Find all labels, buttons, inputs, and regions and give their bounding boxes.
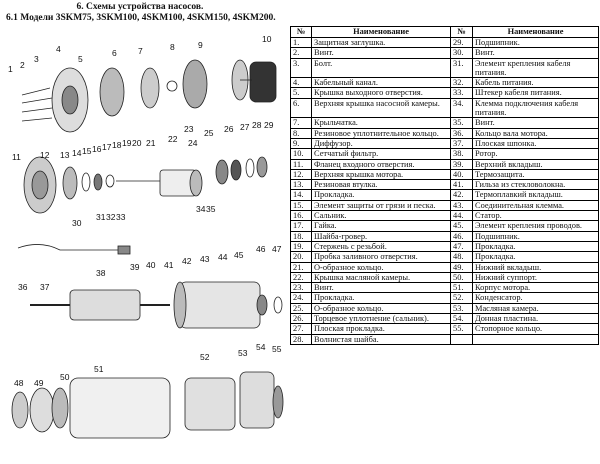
callout-5: 5 xyxy=(78,54,83,64)
part-name: Резиновое уплотнительное кольцо. xyxy=(312,128,451,138)
part-number: 43. xyxy=(451,200,473,210)
part-name: Волнистая шайба. xyxy=(312,334,451,344)
part-number: 8. xyxy=(291,128,312,138)
part-name: Винт. xyxy=(473,118,599,128)
diffuser xyxy=(183,60,207,108)
part-name: Гайка. xyxy=(312,221,451,231)
part-number: 37. xyxy=(451,138,473,148)
callout-53: 53 xyxy=(238,348,248,358)
callout-30: 30 xyxy=(72,218,82,228)
callout-11: 11 xyxy=(12,152,21,162)
callout-45: 45 xyxy=(234,250,244,260)
callout-7: 7 xyxy=(138,46,143,56)
callout-27: 27 xyxy=(240,122,250,132)
part-name: Стержень с резьбой. xyxy=(312,241,451,251)
table-row xyxy=(291,314,599,324)
callout-28: 28 xyxy=(252,120,262,130)
part-name: Нижний вкладыш. xyxy=(473,262,599,272)
part-number: 15. xyxy=(291,200,312,210)
callout-39: 39 xyxy=(130,262,140,272)
table-row xyxy=(291,149,599,159)
part-name: Сетчатый фильтр. xyxy=(312,149,451,159)
callout-3: 3 xyxy=(34,54,39,64)
part-number: 50. xyxy=(451,272,473,282)
part-name: Соединительная клемма. xyxy=(473,200,599,210)
callout-55: 55 xyxy=(272,344,282,354)
header-name-2: Наименование xyxy=(473,27,599,38)
part-number: 12. xyxy=(291,169,312,179)
table-row xyxy=(291,283,599,293)
part-name: Подшипник. xyxy=(473,231,599,241)
part-name: Верхний вкладыш. xyxy=(473,159,599,169)
callout-23: 23 xyxy=(184,124,194,134)
table-row xyxy=(291,262,599,272)
part-name: Плоская прокладка. xyxy=(312,324,451,334)
part-name: Прокладка. xyxy=(312,293,451,303)
part-name: Крыльчатка. xyxy=(312,118,451,128)
table-row xyxy=(291,241,599,251)
part-number: 18. xyxy=(291,231,312,241)
table-row xyxy=(291,272,599,282)
part-number: 20. xyxy=(291,252,312,262)
part-number: 4. xyxy=(291,78,312,88)
part-name: Гильза из стекловолокна. xyxy=(473,180,599,190)
callout-26: 26 xyxy=(224,124,234,134)
part-name: Элемент крепления кабеля питания. xyxy=(473,58,599,78)
part-name: Защитная заглушка. xyxy=(312,38,451,48)
table-row xyxy=(291,48,599,58)
section-title: 6. Схемы устройства насосов. xyxy=(76,2,204,12)
callout-10: 10 xyxy=(262,34,272,44)
callout-51: 51 xyxy=(94,364,104,374)
part-number: 53. xyxy=(451,303,473,313)
table-row xyxy=(291,118,599,128)
part-number: 17. xyxy=(291,221,312,231)
table-row xyxy=(291,98,599,118)
part-name: Шайба-гровер. xyxy=(312,231,451,241)
part-name: Кабель питания. xyxy=(473,78,599,88)
part-number: 24. xyxy=(291,293,312,303)
callout-44: 44 xyxy=(218,252,228,262)
part-number: 5. xyxy=(291,88,312,98)
callout-32: 32 xyxy=(106,212,116,222)
part-name: Термозащита. xyxy=(473,169,599,179)
part-number: 28. xyxy=(291,334,312,344)
oil-chamber xyxy=(240,372,274,428)
callout-34: 34 xyxy=(196,204,206,214)
part-name: Клемма подключения кабеля питания. xyxy=(473,98,599,118)
part-name: Винт. xyxy=(473,48,599,58)
motor-housing xyxy=(70,378,170,438)
diagram-parts xyxy=(12,60,283,438)
callout-36: 36 xyxy=(18,282,28,292)
callout-50: 50 xyxy=(60,372,70,382)
part-number: 7. xyxy=(291,118,312,128)
callout-13: 13 xyxy=(60,150,70,160)
callout-25: 25 xyxy=(204,128,214,138)
part-name: Верхняя крышка мотора. xyxy=(312,169,451,179)
part-name: Термоплавкий вкладыш. xyxy=(473,190,599,200)
part-number: 21. xyxy=(291,262,312,272)
part-number: 22. xyxy=(291,272,312,282)
header-num-2: № xyxy=(451,27,473,38)
part-name: Донная пластина. xyxy=(473,314,599,324)
table-row xyxy=(291,138,599,148)
part-name: О-образное кольцо. xyxy=(312,262,451,272)
part-number: 13. xyxy=(291,180,312,190)
callout-9: 9 xyxy=(198,40,203,50)
table-row xyxy=(291,211,599,221)
callout-17: 17 xyxy=(102,142,112,152)
table-row xyxy=(291,159,599,169)
callout-29: 29 xyxy=(264,120,274,130)
part-name: Элемент защиты от грязи и песка. xyxy=(312,200,451,210)
table-row xyxy=(291,128,599,138)
part-number: 49. xyxy=(451,262,473,272)
header-name: Наименование xyxy=(312,27,451,38)
part-number: 34. xyxy=(451,98,473,118)
part-number: 33. xyxy=(451,88,473,98)
part-name: Кольцо вала мотора. xyxy=(473,128,599,138)
part-name: Статор. xyxy=(473,211,599,221)
bolts-group xyxy=(22,88,52,121)
part-number: 36. xyxy=(451,128,473,138)
callout-31: 31 xyxy=(96,212,106,222)
part-name: Резиновая втулка. xyxy=(312,180,451,190)
part-number: 9. xyxy=(291,138,312,148)
part-number: 10. xyxy=(291,149,312,159)
part-number: 44. xyxy=(451,211,473,221)
part-name: Фланец входного отверстия. xyxy=(312,159,451,169)
power-cable xyxy=(18,244,120,250)
part-name: Плоская шпонка. xyxy=(473,138,599,148)
callout-52: 52 xyxy=(200,352,210,362)
part-name: Винт. xyxy=(312,283,451,293)
part-number: 30. xyxy=(451,48,473,58)
callout-33: 33 xyxy=(116,212,126,222)
callout-2: 2 xyxy=(20,60,25,70)
table-row xyxy=(291,303,599,313)
part-name: Конденсатор. xyxy=(473,293,599,303)
part-number: 54. xyxy=(451,314,473,324)
part-number: 39. xyxy=(451,159,473,169)
table-row xyxy=(291,324,599,334)
part-name: Подшипник. xyxy=(473,38,599,48)
part-name: Крышка выходного отверстия. xyxy=(312,88,451,98)
table-row xyxy=(291,169,599,179)
capacitor xyxy=(185,378,235,430)
callout-42: 42 xyxy=(182,256,192,266)
callout-12: 12 xyxy=(40,150,50,160)
parts-table-body xyxy=(291,38,599,345)
callout-35: 35 xyxy=(206,204,216,214)
callout-4: 4 xyxy=(56,44,61,54)
part-name: Сальник. xyxy=(312,211,451,221)
part-number: 1. xyxy=(291,38,312,48)
part-name: Штекер кабеля питания. xyxy=(473,88,599,98)
part-number: 46. xyxy=(451,231,473,241)
table-row xyxy=(291,78,599,88)
part-number: 23. xyxy=(291,283,312,293)
part-number: 19. xyxy=(291,241,312,251)
impeller xyxy=(141,68,159,108)
part-name: Нижний суппорт. xyxy=(473,272,599,282)
header-num: № xyxy=(291,27,312,38)
callout-6: 6 xyxy=(112,48,117,58)
part-name: Стопорное кольцо. xyxy=(473,324,599,334)
callout-19: 19 xyxy=(122,138,132,148)
table-row xyxy=(291,180,599,190)
exploded-pump-diagram xyxy=(0,26,290,464)
callout-41: 41 xyxy=(164,260,174,270)
part-number: 52. xyxy=(451,293,473,303)
rotor xyxy=(70,290,140,320)
part-number xyxy=(451,334,473,344)
callout-54: 54 xyxy=(256,342,266,352)
callout-20: 20 xyxy=(132,138,142,148)
part-number: 38. xyxy=(451,149,473,159)
table-row xyxy=(291,293,599,303)
part-number: 35. xyxy=(451,118,473,128)
mesh-filter xyxy=(250,62,276,102)
table-row xyxy=(291,200,599,210)
models-subtitle: 6.1 Модели 3SKM75, 3SKM100, 4SKM100, 4SKM150, 4SKM200. xyxy=(6,13,276,23)
part-number: 55. xyxy=(451,324,473,334)
callout-18: 18 xyxy=(112,140,122,150)
part-name: О-образное кольцо. xyxy=(312,303,451,313)
part-name: Прокладка. xyxy=(473,252,599,262)
parts-table xyxy=(290,26,599,345)
table-header xyxy=(291,27,599,38)
part-name: Винт. xyxy=(312,48,451,58)
pump-chamber-cover xyxy=(100,68,124,116)
part-number: 42. xyxy=(451,190,473,200)
part-name: Торцевое уплотнение (сальник). xyxy=(312,314,451,324)
table-row xyxy=(291,221,599,231)
part-name: Ротор. xyxy=(473,149,599,159)
part-name: Масляная камера. xyxy=(473,303,599,313)
callout-1: 1 xyxy=(8,64,13,74)
part-number: 51. xyxy=(451,283,473,293)
stator xyxy=(180,282,260,328)
table-row xyxy=(291,58,599,78)
table-row xyxy=(291,88,599,98)
part-number: 27. xyxy=(291,324,312,334)
part-number: 40. xyxy=(451,169,473,179)
part-name: Корпус мотора. xyxy=(473,283,599,293)
part-number: 32. xyxy=(451,78,473,88)
callout-15: 15 xyxy=(82,146,92,156)
part-number: 47. xyxy=(451,241,473,251)
part-number: 14. xyxy=(291,190,312,200)
o-ring-8 xyxy=(167,81,177,91)
part-name: Прокладка. xyxy=(312,190,451,200)
callout-16: 16 xyxy=(92,144,102,154)
part-name xyxy=(473,334,599,344)
part-number: 16. xyxy=(291,211,312,221)
part-name: Прокладка. xyxy=(473,241,599,251)
callout-47: 47 xyxy=(272,244,282,254)
part-number: 45. xyxy=(451,221,473,231)
part-number: 31. xyxy=(451,58,473,78)
part-number: 41. xyxy=(451,180,473,190)
part-number: 11. xyxy=(291,159,312,169)
callout-37: 37 xyxy=(40,282,50,292)
table-row xyxy=(291,38,599,48)
callout-49: 49 xyxy=(34,378,44,388)
part-number: 48. xyxy=(451,252,473,262)
part-number: 2. xyxy=(291,48,312,58)
part-name: Крышка масляной камеры. xyxy=(312,272,451,282)
part-name: Элемент крепления проводов. xyxy=(473,221,599,231)
part-name: Кабельный канал. xyxy=(312,78,451,88)
callout-14: 14 xyxy=(72,148,82,158)
callout-43: 43 xyxy=(200,254,210,264)
callout-46: 46 xyxy=(256,244,266,254)
callout-38: 38 xyxy=(96,268,106,278)
table-row xyxy=(291,334,599,344)
callout-21: 21 xyxy=(146,138,156,148)
part-number: 6. xyxy=(291,98,312,118)
callout-24: 24 xyxy=(188,138,198,148)
part-number: 25. xyxy=(291,303,312,313)
part-number: 26. xyxy=(291,314,312,324)
part-name: Диффузор. xyxy=(312,138,451,148)
callout-22: 22 xyxy=(168,134,178,144)
callout-48: 48 xyxy=(14,378,24,388)
table-row xyxy=(291,231,599,241)
part-name: Верхняя крышка насосной камеры. xyxy=(312,98,451,118)
part-name: Болт. xyxy=(312,58,451,78)
callout-40: 40 xyxy=(146,260,156,270)
callout-8: 8 xyxy=(170,42,175,52)
part-name: Пробка заливного отверстия. xyxy=(312,252,451,262)
part-number: 29. xyxy=(451,38,473,48)
part-number: 3. xyxy=(291,58,312,78)
table-row xyxy=(291,252,599,262)
table-row xyxy=(291,190,599,200)
